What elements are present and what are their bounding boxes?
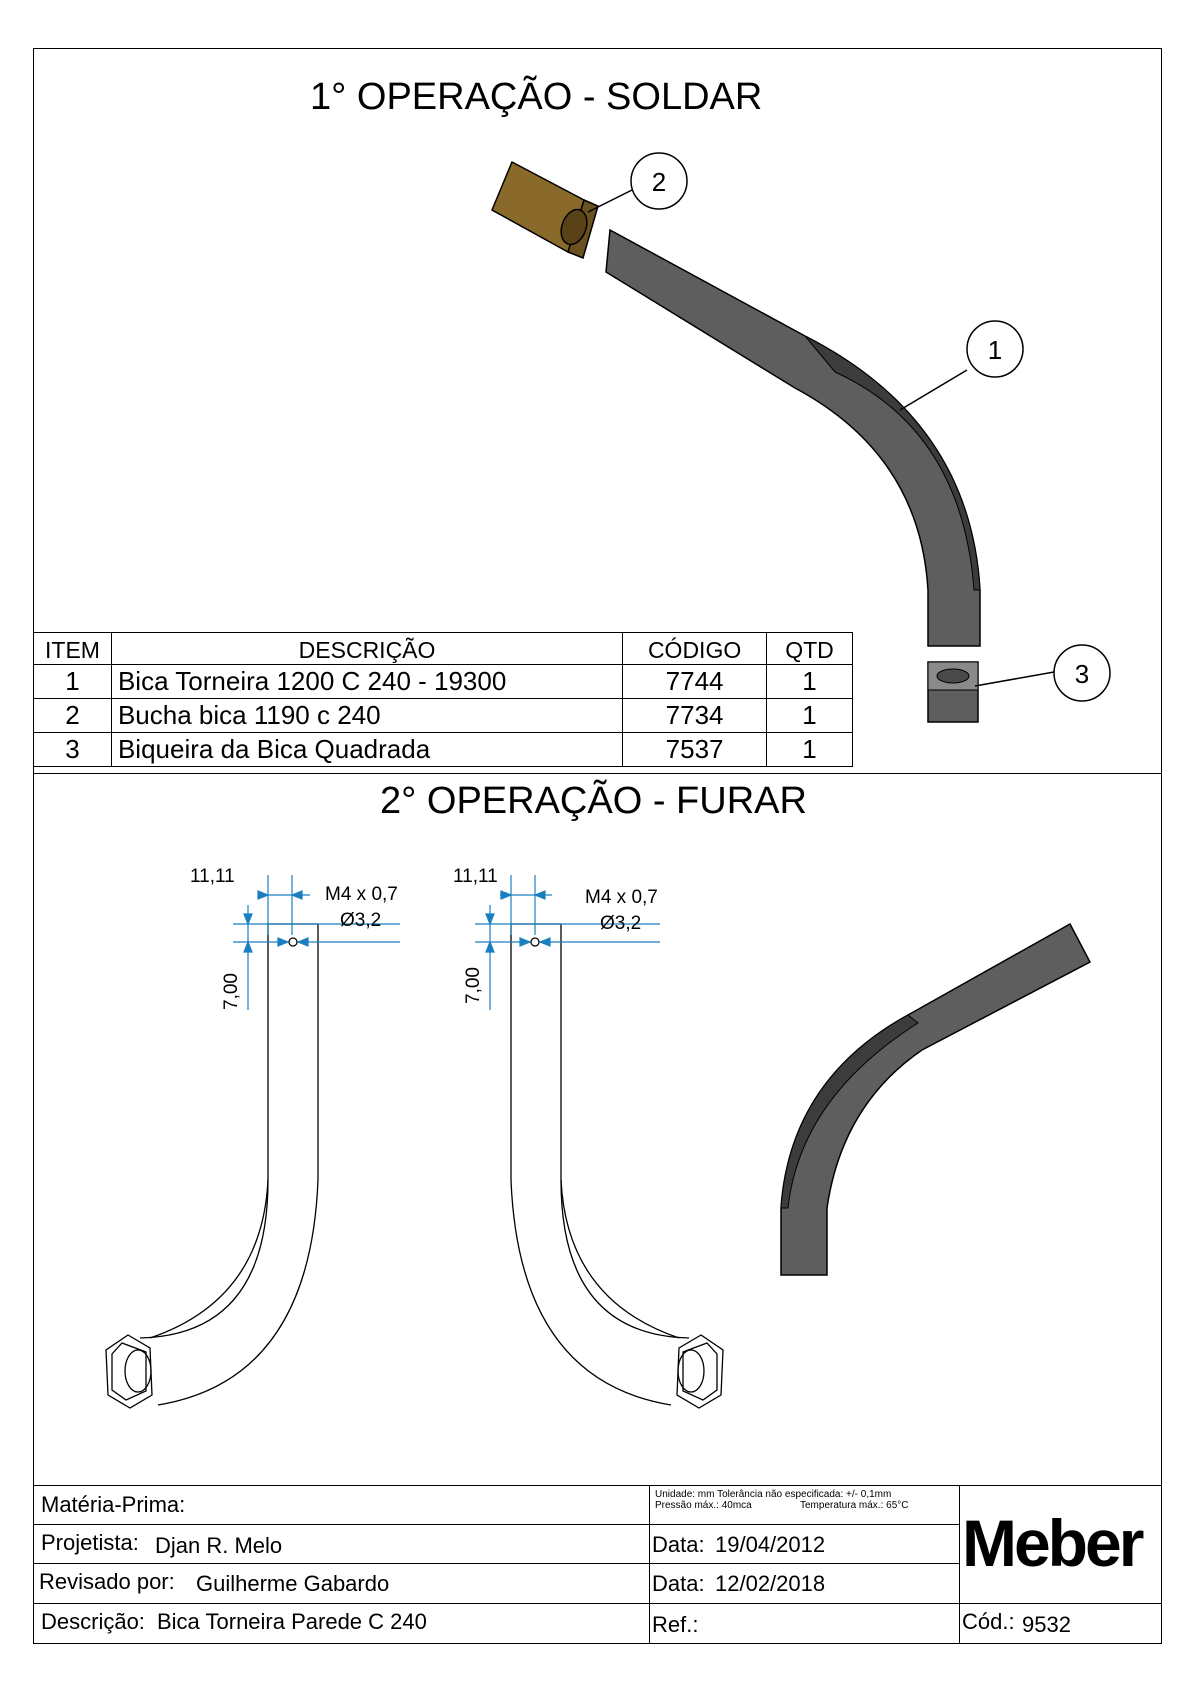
- notes-line-1: Unidade: mm Tolerância não especificada: +/- 0,1mm: [655, 1489, 892, 1500]
- balloon-2: [631, 153, 687, 209]
- descricao-value: Bica Torneira Parede C 240: [157, 1609, 427, 1634]
- materia-prima-label: Matéria-Prima:: [41, 1492, 186, 1517]
- left-dim-diameter: Ø3,2: [340, 910, 382, 931]
- bom-cell-qty: 1: [767, 699, 853, 733]
- svg-text:1: 1: [987, 335, 1003, 365]
- revisado-label: Revisado por:: [39, 1569, 175, 1594]
- tip-part: [928, 662, 978, 722]
- right-dim-diameter: Ø3,2: [600, 913, 642, 934]
- revisado-value: Guilherme Gabardo: [196, 1571, 390, 1596]
- bom-cell-description: Bucha bica 1190 c 240: [111, 699, 622, 733]
- bom-header-description: DESCRIÇÃO: [111, 633, 622, 665]
- data1-value: 19/04/2012: [715, 1532, 826, 1557]
- bom-header-item: ITEM: [34, 633, 112, 665]
- bom-header-code: CÓDIGO: [623, 633, 767, 665]
- bom-row: [34, 665, 853, 699]
- left-dim-thread: M4 x 0,7: [325, 884, 398, 905]
- drill-views-drawing: [0, 850, 1190, 1420]
- bom-row: [34, 733, 853, 767]
- left-dim-horizontal: 11,11: [190, 866, 235, 887]
- balloon-1: [967, 321, 1023, 377]
- title-block-col-line: [649, 1485, 650, 1644]
- bom-cell-item: 2: [34, 699, 112, 733]
- bom-cell-code: 7734: [623, 699, 767, 733]
- title-block-row-line: [33, 1563, 960, 1564]
- ref-label: Ref.:: [652, 1612, 699, 1637]
- bom-cell-qty: 1: [767, 733, 853, 767]
- bom-cell-item: 3: [34, 733, 112, 767]
- title-block-row-line: [33, 1524, 960, 1525]
- right-dim-horizontal: 11,11: [453, 866, 498, 887]
- notes-line-3: Temperatura máx.: 65°C: [800, 1500, 909, 1511]
- left-dim-vertical: 7,00: [221, 973, 242, 1010]
- descricao-label: Descrição:: [41, 1609, 145, 1634]
- svg-text:3: 3: [1074, 659, 1090, 689]
- bom-header-qty: QTD: [767, 633, 853, 665]
- bom-row: [34, 699, 853, 733]
- svg-text:2: 2: [651, 167, 667, 197]
- balloon-3: [1054, 645, 1110, 701]
- company-logo: Meber: [962, 1506, 1142, 1580]
- bom-header-row: [34, 633, 853, 665]
- title-block-col-line: [959, 1485, 960, 1644]
- right-view-tube: [511, 924, 723, 1408]
- bent-tube-part: [606, 230, 980, 646]
- data2-label: Data:: [652, 1571, 705, 1596]
- title-block-top: [33, 1485, 1162, 1486]
- data2-value: 12/02/2018: [715, 1571, 826, 1596]
- bom-cell-code: 7537: [623, 733, 767, 767]
- bom-cell-qty: 1: [767, 665, 853, 699]
- section-divider: [33, 773, 1162, 774]
- operation-2-title: 2° OPERAÇÃO - FURAR: [380, 780, 807, 822]
- projetista-value: Djan R. Melo: [155, 1533, 283, 1558]
- bill-of-materials: [33, 632, 853, 767]
- bom-cell-description: Biqueira da Bica Quadrada: [111, 733, 622, 767]
- bom-cell-code: 7744: [623, 665, 767, 699]
- left-view-tube: [106, 924, 318, 1408]
- title-block-row-line: [33, 1603, 1162, 1604]
- data1-label: Data:: [652, 1532, 705, 1557]
- bushing-part: [492, 162, 598, 258]
- bom-cell-item: 1: [34, 665, 112, 699]
- projetista-label: Projetista:: [41, 1530, 139, 1555]
- operation-1-title: 1° OPERAÇÃO - SOLDAR: [310, 76, 763, 118]
- iso-tube-view: [781, 924, 1090, 1275]
- cod-value: 9532: [1022, 1612, 1071, 1637]
- notes-line-2: Pressão máx.: 40mca: [655, 1500, 752, 1511]
- right-dim-vertical: 7,00: [463, 967, 484, 1004]
- bom-cell-description: Bica Torneira 1200 C 240 - 19300: [111, 665, 622, 699]
- right-dim-thread: M4 x 0,7: [585, 887, 658, 908]
- cod-label: Cód.:: [962, 1609, 1015, 1634]
